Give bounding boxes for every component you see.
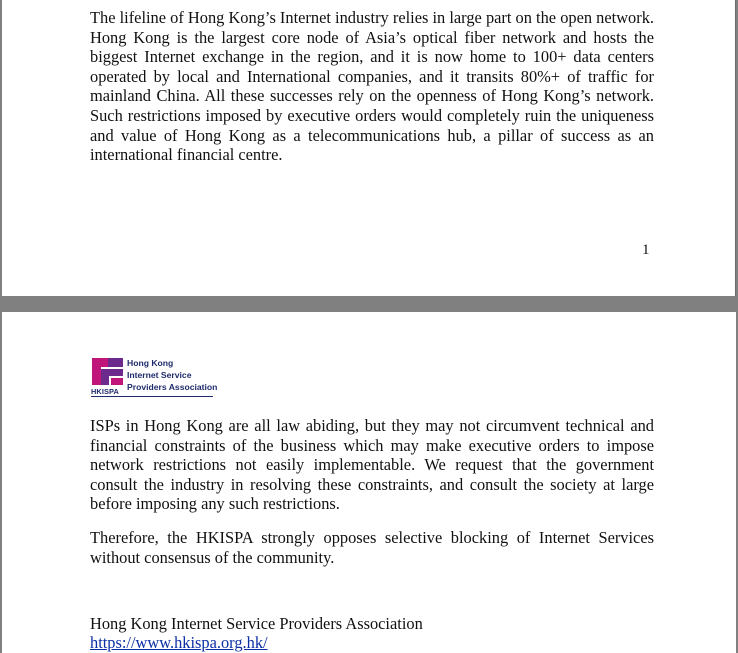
- document-page-1: [2, 0, 736, 296]
- logo-name-line-3: Providers Association: [127, 382, 218, 393]
- page1-body-paragraph: The lifeline of Hong Kong’s Internet industry relies in large part on the open network. Hong Kong is the largest core node of Asia’s optical fiber network and hosts the biggest Internet exchange in the region, and it is now home to 100+ data centers operated by local and International companies, and it transits 80%+ of traffic for mainland China. All these successes rely on the openness of Hong Kong’s network. Such restrictions imposed by executive orders would completely ruin the uniqueness and value of Hong Kong as a telecommunications hub, a pillar of success as an international financial centre.: [90, 8, 654, 165]
- logo-name-line-2: Internet Service: [127, 370, 192, 381]
- logo-name-line-1: Hong Kong: [127, 358, 174, 368]
- signature-organization-name: Hong Kong Internet Service Providers Association: [90, 614, 423, 633]
- hkispa-logo-abbreviation: HKISPA: [91, 387, 119, 396]
- hkispa-website-link[interactable]: https://www.hkispa.org.hk/: [90, 633, 268, 652]
- page2-paragraph-1: ISPs in Hong Kong are all law abiding, but they may not circumvent technical and financial constraints of the business which may make executive orders to impose network restrictions not easily implementable. We request that the government consult the industry in resolving these constraints, and consult the society at large before imposing any such restrictions.: [90, 416, 654, 514]
- hkispa-logo: [91, 357, 231, 397]
- page2-paragraph-2: Therefore, the HKISPA strongly opposes selective blocking of Internet Services without consensus of the community.: [90, 528, 654, 567]
- document-page-2: [2, 312, 736, 653]
- hkispa-logo-name: [127, 357, 217, 394]
- page-number: 1: [642, 242, 650, 258]
- logo-underline: [91, 396, 213, 397]
